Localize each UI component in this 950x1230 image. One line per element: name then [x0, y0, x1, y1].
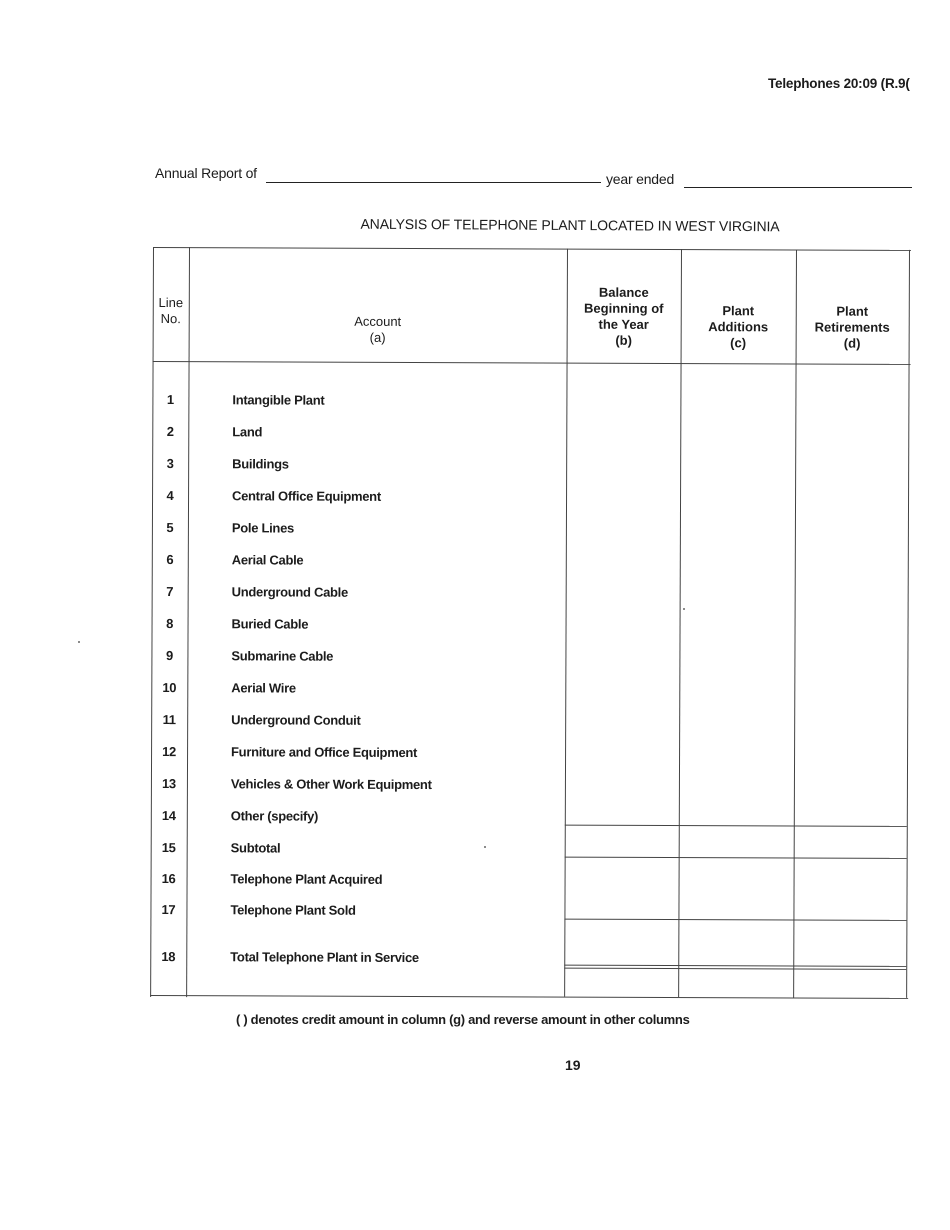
- table-row: [151, 744, 571, 768]
- line-number: 12: [162, 744, 177, 760]
- account-name: Aerial Cable: [231, 552, 304, 568]
- header-retirements-1: Plant: [836, 303, 869, 319]
- table-row: [152, 520, 572, 544]
- line-number: 18: [161, 949, 176, 965]
- header-line-no-1: Line: [158, 295, 184, 311]
- account-name: Submarine Cable: [231, 648, 334, 664]
- account-name: Land: [232, 424, 263, 440]
- additions-divider: [793, 249, 797, 997]
- header-balance-1: Balance: [598, 284, 649, 300]
- account-name: Telephone Plant Sold: [230, 902, 356, 918]
- table-row: [152, 456, 572, 480]
- line-number: 15: [161, 840, 176, 856]
- table-row: [151, 808, 571, 832]
- account-name: Buried Cable: [231, 616, 309, 632]
- account-name: Central Office Equipment: [232, 488, 381, 504]
- scan-speck: [683, 608, 685, 610]
- form-code: Telephones 20:09 (R.9(: [768, 76, 910, 91]
- line-number: 3: [166, 456, 174, 472]
- table-row: [151, 616, 571, 640]
- table-row: [150, 902, 570, 926]
- table-row: [152, 488, 572, 512]
- account-name: Total Telephone Plant in Service: [230, 949, 419, 966]
- account-name: Aerial Wire: [231, 680, 296, 696]
- header-balance-2: Beginning of: [584, 300, 664, 316]
- header-additions-3: (c): [730, 335, 747, 351]
- row15-bottom-rule: [565, 857, 907, 859]
- table-row: [152, 584, 572, 608]
- total-double-rule-2: [564, 968, 906, 970]
- year-ended-blank: [684, 187, 912, 188]
- table-row: [151, 871, 571, 895]
- header-line-no: [153, 295, 189, 327]
- annual-report-label: Annual Report of: [155, 165, 257, 181]
- table-top-border: [153, 247, 911, 251]
- line-number: 5: [166, 520, 174, 536]
- row17-bottom-rule: [564, 919, 906, 921]
- table-row: [152, 424, 572, 448]
- header-additions: [681, 303, 796, 351]
- table-right-border: [906, 250, 910, 998]
- header-additions-2: Additions: [708, 319, 769, 335]
- account-name: Underground Conduit: [231, 712, 361, 728]
- table-row: [151, 776, 571, 800]
- line-number: 4: [166, 488, 174, 504]
- header-balance-4: (b): [615, 332, 632, 348]
- page-title: ANALYSIS OF TELEPHONE PLANT LOCATED IN WEST VIRGINIA: [360, 215, 780, 235]
- header-account: [189, 313, 567, 346]
- line-number: 9: [165, 648, 173, 664]
- header-retirements: [796, 303, 909, 351]
- table-row: [151, 712, 571, 736]
- line-number: 6: [166, 552, 174, 568]
- line-number: 14: [161, 808, 176, 824]
- scan-speck: [78, 641, 80, 643]
- account-name: Intangible Plant: [232, 392, 325, 408]
- account-name: Telephone Plant Acquired: [230, 871, 383, 887]
- row14-bottom-rule: [565, 825, 907, 827]
- account-name: Furniture and Office Equipment: [231, 744, 418, 761]
- header-account-2: (a): [369, 329, 386, 345]
- table-row: [151, 648, 571, 672]
- header-additions-1: Plant: [722, 303, 755, 319]
- table-row: [151, 840, 571, 864]
- table-row: [152, 552, 572, 576]
- account-name: Vehicles & Other Work Equipment: [230, 776, 432, 793]
- line-number: 17: [161, 902, 176, 918]
- table-row: [150, 949, 570, 973]
- header-retirements-3: (d): [843, 335, 861, 351]
- line-number: 10: [162, 680, 177, 696]
- line-number: 11: [162, 712, 176, 728]
- header-balance-3: the Year: [598, 316, 649, 332]
- total-double-rule-1: [564, 965, 906, 967]
- header-line-no-2: No.: [160, 311, 181, 327]
- line-number: 1: [166, 392, 174, 408]
- header-bottom-border: [153, 361, 911, 365]
- plant-analysis-table: [150, 247, 911, 1000]
- table-bottom-border: [150, 995, 908, 999]
- table-row: [152, 392, 572, 416]
- balance-divider: [678, 249, 682, 997]
- account-name: Buildings: [232, 456, 289, 472]
- header-account-1: Account: [354, 313, 402, 329]
- account-name: Subtotal: [230, 840, 281, 856]
- scan-speck: [484, 846, 486, 848]
- line-number: 2: [166, 424, 174, 440]
- header-balance: [567, 285, 681, 349]
- footnote: ( ) denotes credit amount in column (g) and reverse amount in other columns: [236, 1012, 690, 1027]
- line-number: 13: [161, 776, 176, 792]
- account-name: Pole Lines: [231, 520, 294, 536]
- line-number: 8: [166, 616, 174, 632]
- company-name-blank: [266, 182, 601, 183]
- line-number: 7: [166, 584, 174, 600]
- account-name: Other (specify): [230, 808, 319, 824]
- year-ended-label: year ended: [606, 171, 675, 187]
- table-row: [151, 680, 571, 704]
- line-number: 16: [161, 871, 176, 887]
- page-number: 19: [565, 1057, 581, 1073]
- account-name: Underground Cable: [231, 584, 348, 600]
- header-retirements-2: Retirements: [814, 319, 890, 335]
